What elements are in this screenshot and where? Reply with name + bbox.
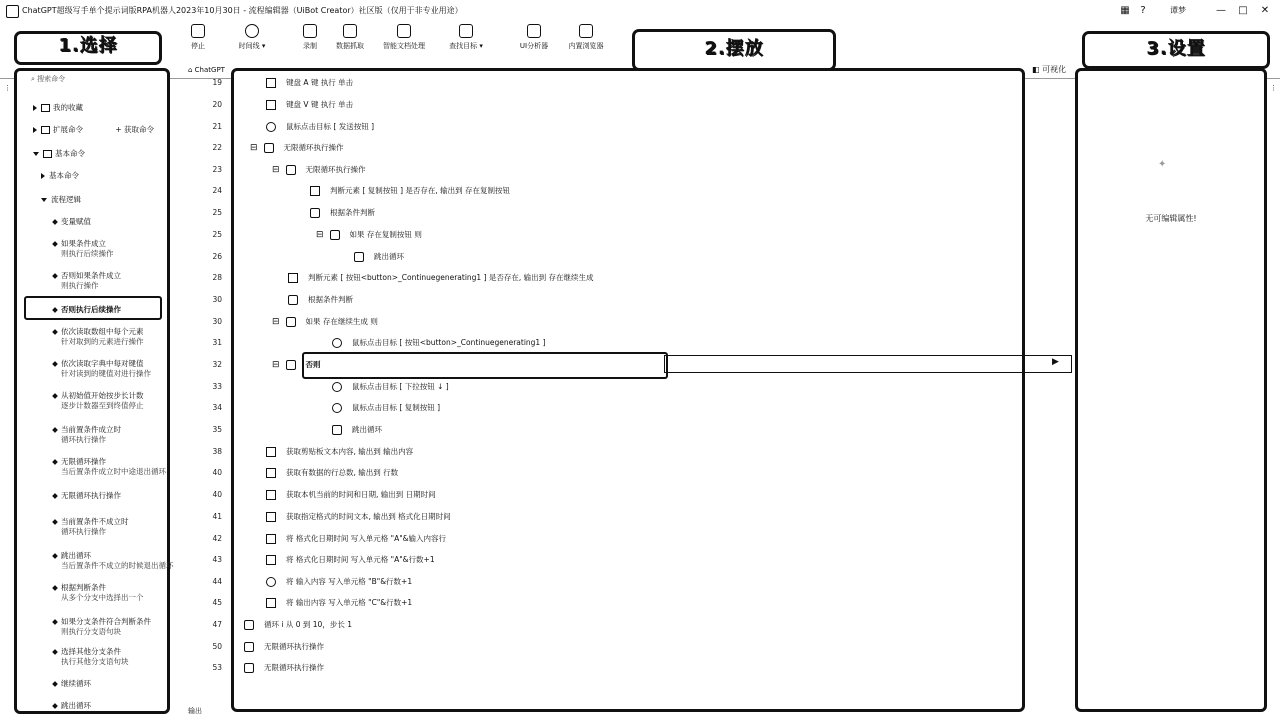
help-icon[interactable]: ? [1140, 5, 1146, 16]
line-number: 25 [212, 208, 222, 217]
collapse-icon[interactable]: ⊟ [316, 229, 324, 240]
flow-row-text: 循环 i 从 0 到 10，步长 1 [264, 620, 352, 629]
callout-place: 2.摆放 [632, 29, 836, 71]
flow-row-text: 获取指定格式的时间文本, 输出到 格式化日期时间 [286, 512, 451, 521]
tree-item[interactable] [53, 583, 144, 603]
mouse-icon [332, 403, 342, 413]
command-icon [52, 459, 58, 465]
search-icon: ⌕ [31, 75, 38, 83]
flow-row-text: 无限循环执行操作 [264, 663, 324, 672]
mouse-icon [266, 122, 276, 132]
expand-icon[interactable] [33, 152, 39, 156]
flow-row[interactable] [272, 164, 366, 175]
tree-item-description: 当后置条件不成立的时候退出循环 [61, 561, 174, 570]
left-collapse-icon[interactable]: ⋮ [4, 84, 11, 92]
flow-row[interactable] [250, 142, 344, 153]
toolbar-stop-button[interactable]: 停止 [172, 24, 224, 60]
flow-row-text: 如果 存在复制按钮 则 [349, 230, 422, 239]
line-number: 45 [212, 598, 222, 607]
flow-row-text: 键盘 A 键 执行 单击 [286, 78, 354, 87]
line-number: 33 [212, 382, 222, 391]
tree-item-label: 流程逻辑 [51, 195, 81, 204]
collapse-icon[interactable]: ⊟ [272, 316, 280, 327]
browser-icon [579, 24, 593, 38]
empty-properties-text: 无可编辑属性! [1145, 214, 1197, 223]
flow-row[interactable] [244, 619, 352, 630]
flow-row-text: 判断元素 [ 按钮<button>_Continuegenerating1 ] 是否存在, 输出到 存在继续生成 [308, 273, 594, 282]
flow-row[interactable] [332, 424, 382, 435]
flow-row[interactable] [266, 467, 398, 478]
flow-row[interactable] [288, 272, 594, 283]
flow-row[interactable] [272, 316, 378, 327]
flow-row-text: 无限循环执行操作 [305, 165, 366, 174]
command-icon [266, 598, 276, 608]
flow-row[interactable] [310, 185, 510, 196]
command-icon [52, 619, 58, 625]
line-number: 34 [212, 403, 222, 412]
tree-item[interactable] [53, 327, 144, 347]
line-number: 40 [212, 490, 222, 499]
mouse-icon [332, 338, 342, 348]
line-number: 53 [212, 663, 222, 672]
selected-row-highlight [302, 352, 668, 379]
tree-item-label: 基本命令 [49, 171, 79, 180]
flow-row-text: 鼠标点击目标 [ 按钮<button>_Continuegenerating1 ] [352, 338, 546, 347]
tree-item-label: 基本命令 [55, 149, 85, 158]
command-icon [52, 329, 58, 335]
record-icon [303, 24, 317, 38]
callout-settings: 3.设置 [1082, 31, 1270, 69]
command-icon [266, 512, 276, 522]
tree-item[interactable] [53, 425, 121, 445]
stop-icon [191, 24, 205, 38]
tree-item[interactable] [53, 647, 129, 667]
line-number: 40 [212, 468, 222, 477]
selected-row-bar [664, 355, 1072, 373]
tree-item[interactable] [53, 217, 91, 227]
tree-item-label: 如果条件成立 [61, 239, 106, 248]
tree-item[interactable] [41, 195, 81, 205]
line-number: 32 [212, 360, 222, 369]
command-icon [52, 585, 58, 591]
line-number: 50 [212, 642, 222, 651]
flow-row-text: 鼠标点击目标 [ 下拉按钮 ↓ ] [352, 382, 449, 391]
folder-icon [41, 104, 50, 112]
tab-icon: ⌂ [188, 66, 195, 74]
command-icon [266, 555, 276, 565]
right-collapse-icon[interactable]: ⋮ [1270, 84, 1277, 92]
flow-row[interactable] [332, 337, 546, 348]
tree-item-label: 我的收藏 [53, 103, 83, 112]
output-tab[interactable]: 输出 [188, 707, 202, 715]
tree-item[interactable] [53, 239, 114, 259]
command-icon [52, 393, 58, 399]
line-number: 24 [212, 186, 222, 195]
empty-state-icon: ✦ [1158, 159, 1167, 170]
maximize-button[interactable]: □ [1238, 5, 1248, 16]
flow-row[interactable] [244, 641, 324, 652]
tree-item-description: 则执行后续操作 [61, 249, 114, 258]
loop-icon [286, 360, 296, 370]
expand-icon[interactable] [33, 105, 37, 111]
mouse-icon [266, 577, 276, 587]
flow-row[interactable] [316, 229, 422, 240]
toolbar-smart-doc-button[interactable]: 智能文档处理 [378, 24, 430, 60]
folder-icon [43, 150, 52, 158]
flow-row-text: 根据条件判断 [308, 295, 353, 304]
flow-row[interactable] [354, 251, 404, 262]
tree-item[interactable] [53, 271, 121, 291]
expand-icon [41, 173, 45, 179]
clock-icon [245, 24, 259, 38]
tree-item[interactable] [33, 103, 83, 113]
flow-row-text: 判断元素 [ 复制按钮 ] 是否存在, 输出到 存在复制按钮 [330, 186, 511, 195]
toolbar-browser-button[interactable]: 内置浏览器 [560, 24, 612, 60]
visual-toggle[interactable]: ◧ 可视化 [1032, 65, 1067, 74]
command-icon [266, 490, 276, 500]
tree-item-label: 否则如果条件成立 [61, 271, 121, 280]
command-icon [52, 219, 58, 225]
document-icon [397, 24, 411, 38]
flow-row-text: 根据条件判断 [330, 208, 375, 217]
close-button[interactable]: ✕ [1260, 5, 1270, 16]
command-icon [310, 186, 320, 196]
tree-item-label: 否则执行后续操作 [61, 305, 121, 314]
line-number: 21 [212, 122, 222, 131]
tree-item-label: 跳出循环 [61, 551, 91, 560]
flow-row[interactable] [288, 294, 353, 305]
line-number: 19 [212, 78, 222, 87]
command-icon [52, 681, 58, 687]
line-number: 23 [212, 165, 222, 174]
flow-row[interactable] [266, 99, 353, 110]
flow-row-text: 将 输出内容 写入单元格 "C"&行数+1 [286, 598, 413, 607]
collapse-icon[interactable]: ⊟ [272, 359, 280, 370]
tree-item-label: 根据判断条件 [61, 583, 106, 592]
command-icon [52, 273, 58, 279]
line-number: 44 [212, 577, 222, 586]
tree-item-label: 无限循环执行操作 [61, 491, 121, 500]
command-icon [52, 241, 58, 247]
tree-item-label: 变量赋值 [61, 217, 91, 226]
tree-item-label: 无限循环操作 [61, 457, 106, 466]
line-number: 25 [212, 230, 222, 239]
tree-item-label: 继续循环 [61, 679, 91, 688]
flow-row-text: 如果 存在继续生成 则 [305, 317, 378, 326]
expand-icon [41, 198, 47, 202]
loop-icon [286, 317, 296, 327]
tree-item-description: 逐步计数器至到终值停止 [61, 401, 144, 410]
command-icon [52, 361, 58, 367]
flow-row[interactable] [266, 77, 353, 88]
flow-row-text: 鼠标点击目标 [ 复制按钮 ] [352, 403, 441, 412]
tree-item[interactable] [33, 149, 85, 159]
target-icon [459, 24, 473, 38]
loop-icon [332, 425, 342, 435]
command-icon [52, 649, 58, 655]
flow-row-text: 跳出循环 [352, 425, 382, 434]
tree-item-description: 针对取到的元素进行操作 [61, 337, 144, 346]
tree-item-label: 依次读取字典中每对键值 [61, 359, 144, 368]
tree-item-description: 执行其他分支语句块 [61, 657, 129, 666]
tree-item-label: 选择其他分支条件 [61, 647, 121, 656]
line-number: 30 [212, 317, 222, 326]
command-icon [52, 427, 58, 433]
command-icon [266, 100, 276, 110]
tree-item-label: 当前置条件成立时 [61, 425, 121, 434]
callout-select: 1.选择 [14, 31, 162, 65]
toolbar-search-target-button[interactable]: 查找目标 ▾ [440, 24, 492, 60]
line-number: 38 [212, 447, 222, 456]
app-logo-icon [6, 5, 19, 18]
tree-item-description: 则执行操作 [61, 281, 99, 290]
flow-row-text: 将 格式化日期时间 写入单元格 "A"&行数+1 [286, 555, 435, 564]
flow-row[interactable] [266, 511, 451, 522]
tree-item-label: 跳出循环 [61, 701, 91, 710]
toolbar-ui-analyzer-button[interactable]: UI分析器 [508, 24, 560, 60]
command-icon [52, 519, 58, 525]
tree-item-label: 从初始值开始按步长计数 [61, 391, 144, 400]
line-number: 26 [212, 252, 222, 261]
window-title: ChatGPT超级写手单个提示词版RPA机器人2023年10月30日 - 流程编辑器（UiBot Creator）社区版（仅用于非专业用途） [22, 6, 463, 15]
command-icon [266, 534, 276, 544]
toolbar-timeline-button[interactable]: 时间线 ▾ [226, 24, 278, 60]
expand-icon[interactable] [33, 127, 37, 133]
loop-icon [264, 143, 274, 153]
flow-row-text: 无限循环执行操作 [264, 642, 324, 651]
flow-row[interactable] [310, 207, 375, 218]
line-number: 22 [212, 143, 222, 152]
command-icon [266, 447, 276, 457]
tree-item-label: 扩展命令 [53, 125, 83, 134]
flow-row[interactable] [266, 576, 412, 587]
flow-row[interactable] [266, 121, 374, 132]
tree-item-description: 则执行分支语句块 [61, 627, 121, 636]
tree-item[interactable] [53, 491, 121, 501]
selected-command-highlight [24, 296, 162, 320]
loop-icon [286, 165, 296, 175]
tab-chatgpt[interactable]: ⌂ ChatGPT [188, 66, 225, 74]
loop-icon [354, 252, 364, 262]
flow-row[interactable] [266, 533, 446, 544]
line-number: 20 [212, 100, 222, 109]
command-icon [52, 703, 58, 709]
capture-icon [343, 24, 357, 38]
tree-item[interactable] [33, 125, 154, 135]
tree-item[interactable] [53, 551, 174, 571]
collapse-icon[interactable]: ⊟ [250, 142, 258, 153]
flow-row-text: 获取有数据的行总数, 输出到 行数 [286, 468, 399, 477]
line-number: 28 [212, 273, 222, 282]
flow-row-text: 无限循环执行操作 [283, 143, 344, 152]
tree-item[interactable] [53, 701, 91, 711]
flow-row[interactable] [332, 381, 449, 392]
run-row-icon[interactable]: ▶ [1052, 357, 1059, 367]
command-tree [17, 71, 174, 710]
collapse-icon[interactable]: ⊟ [272, 164, 280, 175]
loop-icon [310, 208, 320, 218]
user-name[interactable]: 谭梦 [1170, 6, 1186, 15]
flow-row[interactable] [266, 489, 436, 500]
tree-item[interactable] [53, 457, 166, 477]
flow-row-text: 否则 [305, 360, 321, 369]
line-number: 42 [212, 534, 222, 543]
flow-row-text: 将 输入内容 写入单元格 "B"&行数+1 [286, 577, 413, 586]
tree-item-description: 循环执行操作 [61, 527, 106, 536]
tree-item[interactable] [53, 359, 151, 379]
flow-row[interactable] [266, 597, 412, 608]
loop-icon [244, 663, 254, 673]
search-box[interactable]: ⌕ 搜索命令 [31, 75, 66, 83]
get-command-link[interactable]: + 获取命令 [113, 125, 155, 134]
properties-panel [1075, 68, 1267, 712]
tree-item-description: 从多个分支中选择出一个 [61, 593, 144, 602]
tree-item-description: 循环执行操作 [61, 435, 106, 444]
tree-item-label: 当前置条件不成立时 [61, 517, 129, 526]
tree-item[interactable] [53, 617, 151, 637]
mouse-icon [332, 382, 342, 392]
loop-icon [244, 642, 254, 652]
toolbar-data-capture-button[interactable]: 数据抓取 [324, 24, 376, 60]
loop-icon [330, 230, 340, 240]
line-number: 43 [212, 555, 222, 564]
line-number: 35 [212, 425, 222, 434]
command-icon [266, 78, 276, 88]
tree-item[interactable] [41, 171, 79, 181]
tree-item[interactable] [53, 517, 129, 537]
flow-row[interactable] [266, 554, 435, 565]
tree-item[interactable] [53, 391, 144, 411]
tree-item-description: 当后置条件成立时中途退出循环 [61, 467, 166, 476]
tree-item-label: 如果分支条件符合判断条件 [61, 617, 151, 626]
minimize-button[interactable]: — [1216, 5, 1226, 16]
tree-item[interactable] [53, 679, 91, 689]
folder-icon [41, 126, 50, 134]
flow-row[interactable] [332, 402, 440, 413]
line-number: 31 [212, 338, 222, 347]
flow-row[interactable] [266, 446, 413, 457]
line-number: 41 [212, 512, 222, 521]
tree-item-description: 针对读到的键值对进行操作 [61, 369, 151, 378]
command-icon [266, 468, 276, 478]
loop-icon [244, 620, 254, 630]
analyzer-icon [527, 24, 541, 38]
command-icon [52, 553, 58, 559]
title-bar [0, 0, 1280, 22]
flow-row-text: 获取剪贴板文本内容, 输出到 输出内容 [286, 447, 414, 456]
flow-row[interactable] [244, 662, 324, 673]
toolbar-record-button[interactable]: 录制 [284, 24, 336, 60]
command-icon [52, 493, 58, 499]
loop-icon [288, 295, 298, 305]
command-icon [288, 273, 298, 283]
command-panel [14, 68, 174, 714]
grid-icon[interactable]: ▦ [1120, 5, 1130, 16]
flow-row-text: 将 格式化日期时间 写入单元格 "A"&输入内容行 [286, 534, 447, 543]
flow-row-text: 获取本机当前的时间和日期, 输出到 日期时间 [286, 490, 436, 499]
flow-row-text: 键盘 V 键 执行 单击 [286, 100, 354, 109]
line-number: 30 [212, 295, 222, 304]
line-number: 47 [212, 620, 222, 629]
flow-row-text: 跳出循环 [374, 252, 404, 261]
tree-item-label: 依次读取数组中每个元素 [61, 327, 144, 336]
flow-row-text: 鼠标点击目标 [ 发送按钮 ] [286, 122, 375, 131]
